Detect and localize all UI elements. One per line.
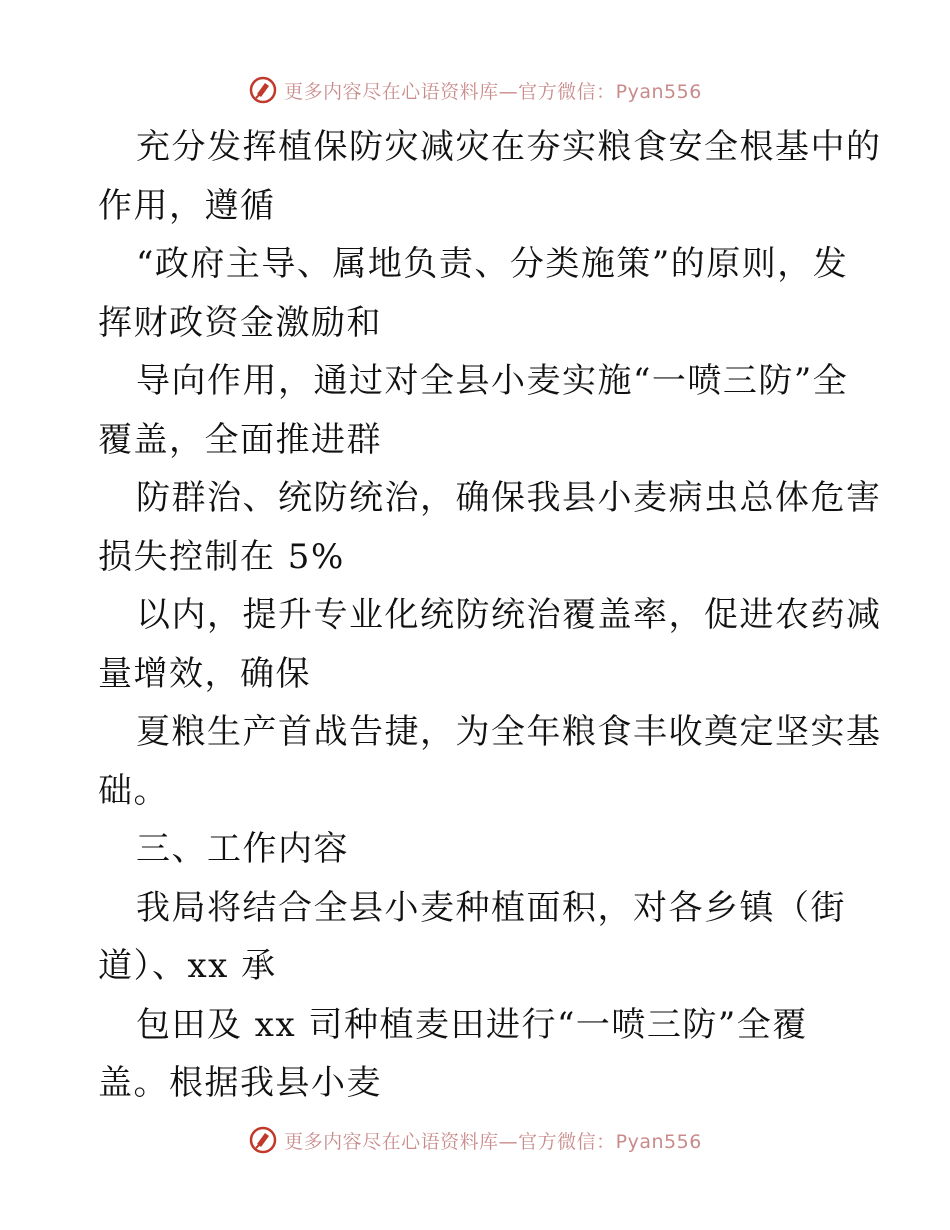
text-line: 量增效，确保 (98, 653, 311, 694)
text-line: 盖。根据我县小麦 (98, 1063, 382, 1103)
brand-logo-icon (248, 75, 278, 105)
text-line: 导向作用，通过对全县小麦实施“一喷三防”全 (136, 361, 849, 401)
text-line: “政府主导、属地负责、分类施策”的原则，发 (136, 244, 849, 284)
document-body (98, 118, 882, 1113)
text-line: 以内，提升专业化统防统治覆盖率，促进农药减 (136, 595, 882, 635)
footer-watermark (0, 1120, 950, 1160)
text-line: 挥财政资金激励和 (98, 302, 382, 343)
text-line: 道）、xx 承 (98, 946, 277, 986)
text-line: 夏粮生产首战告捷，为全年粮食丰收奠定坚实基 (136, 712, 882, 752)
header-watermark (0, 70, 950, 110)
text-line: 作用，遵循 (98, 185, 276, 226)
text-line: 充分发挥植保防灾减灾在夯实粮食安全根基中的 (136, 127, 882, 167)
watermark-text: 更多内容尽在心语资料库—官方微信：Pyan556 (284, 1130, 702, 1153)
text-line: 础。 (98, 770, 169, 811)
watermark-text: 更多内容尽在心语资料库—官方微信：Pyan556 (284, 80, 702, 103)
text-line: 我局将结合全县小麦种植面积，对各乡镇（街 (136, 887, 846, 928)
text-line: 三、工作内容 (136, 829, 349, 869)
text-line: 包田及 xx 司种植麦田进行“一喷三防”全覆 (136, 1004, 808, 1045)
text-line: 覆盖，全面推进群 (98, 419, 382, 460)
brand-logo-icon (248, 1125, 278, 1155)
text-line: 防群治、统防统治，确保我县小麦病虫总体危害 (136, 478, 882, 518)
text-line: 损失控制在 5% (98, 536, 345, 577)
